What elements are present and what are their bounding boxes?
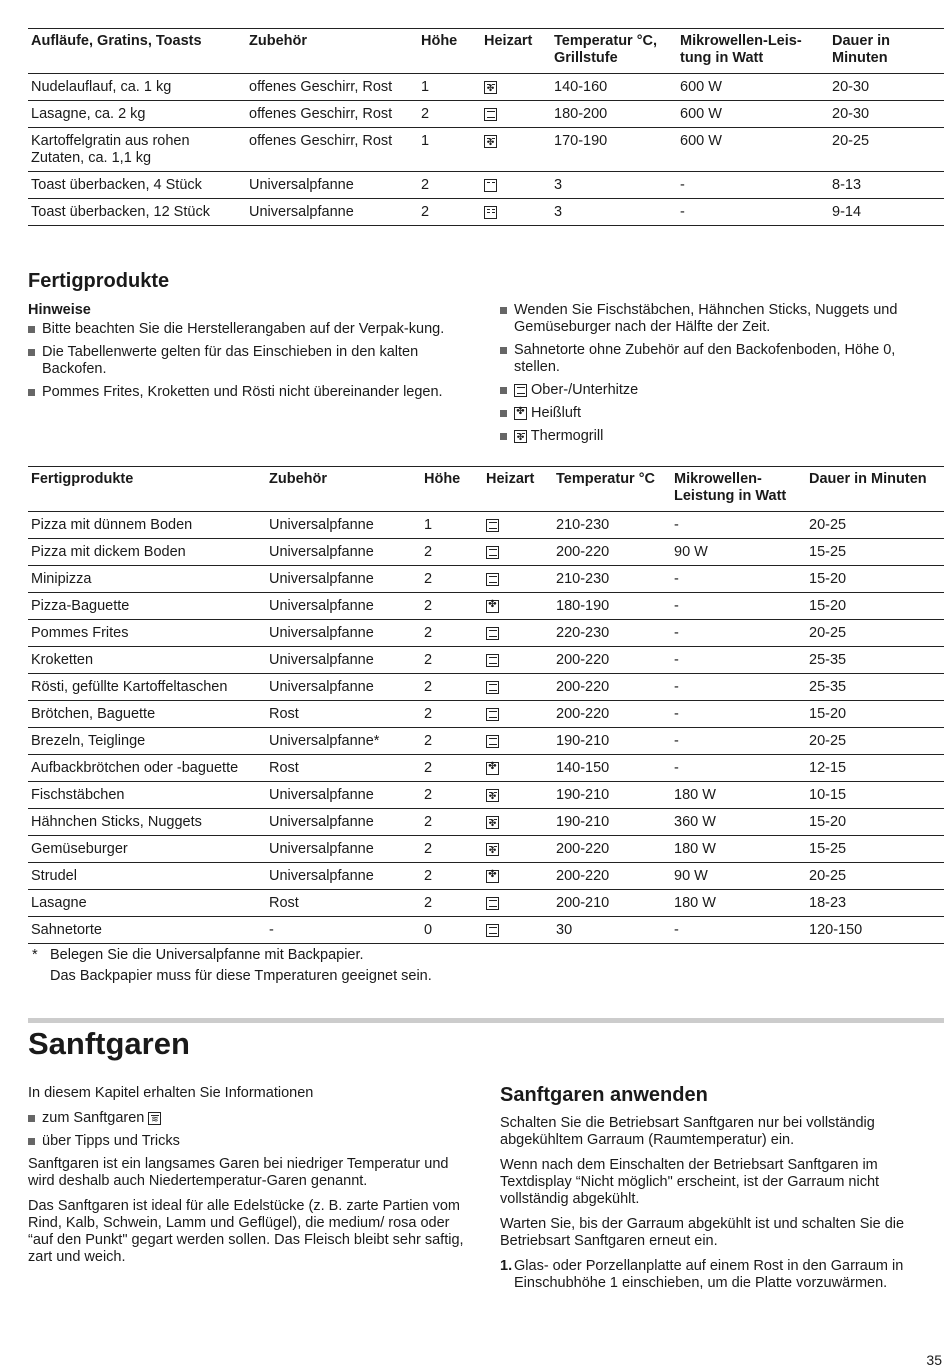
product-name-cell: Toast überbacken, 12 Stück [31,204,210,220]
temperature-cell: 200-210 [556,895,610,911]
microwave-power-cell: - [674,706,679,722]
microwave-power-cell: - [680,204,685,220]
notes-right-list [500,302,944,445]
hinweise-left [28,302,468,407]
paragraph: Sanftgaren ist ein langsames Garen bei niedriger Temperatur und wird deshalb auch Niedertemperatur-Garen genannt. [28,1156,449,1189]
temperature-cell: 180-190 [556,598,610,614]
accessory-cell: Universalpfanne [269,517,374,533]
table-row [28,755,944,782]
product-name-cell: Brezeln, Teiglinge [31,733,146,749]
temperature-cell: 200-220 [556,868,610,884]
footnote-line: Das Backpapier muss für diese Tmperaturen geeignet sein. [50,968,432,984]
thermogrill-icon [486,843,499,856]
product-name-cell: Sahnetorte [31,922,102,938]
legend-item: Ober-/Unterhitze [500,382,944,399]
accessory-cell: Universalpfanne [269,841,374,857]
temperature-cell: 3 [554,204,563,220]
header-cell: Temperatur °C [556,471,655,487]
temperature-cell: 200-220 [556,841,610,857]
header-cell: Temperatur °C, Grillstufe [554,33,658,66]
paragraph: Wenn nach dem Einschalten der Betriebsart Sanftgaren im Textdisplay “Nicht möglich" erscheint, ist der Garraum nicht vollständig abgekühlt. [500,1157,880,1207]
heating-mode-cell [483,620,553,647]
accessory-cell: Universalpfanne [269,787,374,803]
ober-unterhitze-icon [486,519,499,532]
header-cell: Mikrowellen-Leistung in Watt [674,471,787,504]
header-cell: Zubehör [269,471,327,487]
height-cell: 2 [424,733,433,749]
footnote-mark: * [32,947,38,963]
heating-mode-cell [483,890,553,917]
header-cell: Mikrowellen-Leis-tung in Watt [680,33,802,66]
microwave-power-cell: 600 W [680,106,722,122]
heating-mode-cell [483,593,553,620]
table-row [28,728,944,755]
table-row [28,836,944,863]
accessory-cell: Rost [269,706,299,722]
accessory-cell: Universalpfanne [249,177,354,193]
height-cell: 2 [424,895,433,911]
fertigprodukte-heading: Fertigprodukte [28,270,170,292]
height-cell: 2 [424,814,433,830]
microwave-power-cell: 180 W [674,787,716,803]
page-number: 35 [926,1352,942,1368]
list-item: Bitte beachten Sie die Herstellerangaben auf der Verpak-kung. [28,321,468,338]
step-item [500,1258,944,1292]
heissluft-icon [486,600,499,613]
product-name-cell: Strudel [31,868,77,884]
accessory-cell: Universalpfanne [269,571,374,587]
microwave-power-cell: - [674,517,679,533]
header-cell: Zubehör [249,33,307,49]
header-cell: Fertigprodukte [31,471,134,487]
microwave-power-cell: 600 W [680,133,722,149]
table-row [28,782,944,809]
paragraph: Schalten Sie die Betriebsart Sanftgaren nur bei vollständig abgekühltem Garraum (Raumtemperatur) ein. [500,1115,875,1148]
heating-mode-cell [481,128,551,172]
height-cell: 1 [421,79,430,95]
temperature-cell: 140-160 [554,79,608,95]
duration-cell: 12-15 [809,760,847,776]
microwave-power-cell: 180 W [674,895,716,911]
sanftgaren-anwenden-title: Sanftgaren anwenden [500,1084,708,1106]
ober-unterhitze-icon [486,681,499,694]
list-item: über Tipps und Tricks [28,1133,468,1150]
temperature-cell: 220-230 [556,625,610,641]
accessory-cell: Universalpfanne [269,652,374,668]
height-cell: 2 [424,544,433,560]
table-row [28,539,944,566]
microwave-power-cell: - [674,733,679,749]
product-name-cell: Minipizza [31,571,92,587]
accessory-cell: - [269,922,274,938]
duration-cell: 15-20 [809,571,847,587]
duration-cell: 20-25 [809,868,847,884]
microwave-power-cell: - [674,760,679,776]
duration-cell: 20-25 [832,133,870,149]
duration-cell: 15-25 [809,841,847,857]
height-cell: 2 [424,625,433,641]
height-cell: 1 [421,133,430,149]
duration-cell: 15-20 [809,706,847,722]
accessory-cell: Universalpfanne [249,204,354,220]
table-row [28,809,944,836]
paragraph: Das Sanftgaren ist ideal für alle Edelstücke (z. B. zarte Partien vom Rind, Kalb, Schwein, Lamm und Geflügel), die medium/ rosa oder “auf den Punkt" gegart werden sollen. Das Fleisch bleibt sehr saftig, zart und weich. [28,1198,464,1265]
list-item: Sahnetorte ohne Zubehör auf den Backofenboden, Höhe 0, stellen. [500,342,944,376]
product-name-cell: Lasagne, ca. 2 kg [31,106,146,122]
microwave-power-cell: 90 W [674,868,708,884]
height-cell: 1 [424,517,433,533]
header-cell: Aufläufe, Gratins, Toasts [31,33,202,49]
ober-unterhitze-icon [486,654,499,667]
temperature-cell: 190-210 [556,787,610,803]
heating-mode-cell [483,782,553,809]
heating-mode-cell [483,647,553,674]
table-row [28,674,944,701]
microwave-power-cell: 90 W [674,544,708,560]
table-row [28,101,944,128]
height-cell: 2 [424,841,433,857]
hinweise-right [500,302,944,451]
table-row [28,701,944,728]
temperature-cell: 190-210 [556,733,610,749]
heating-mode-cell [483,701,553,728]
height-cell: 0 [424,922,433,938]
microwave-power-cell: - [674,598,679,614]
accessory-cell: Universalpfanne [269,598,374,614]
sanftgaren-bullets [28,1110,468,1150]
thermogrill-icon [486,816,499,829]
thermogrill-icon [484,81,497,94]
duration-cell: 18-23 [809,895,847,911]
temperature-cell: 30 [556,922,573,938]
header-cell: Höhe [421,33,458,49]
ober-unterhitze-icon [486,546,499,559]
heissluft-icon [486,762,499,775]
table-row [28,172,944,199]
ober-unterhitze-icon [486,627,499,640]
header-cell: Höhe [424,471,461,487]
table-header-row [28,29,944,74]
height-cell: 2 [424,571,433,587]
product-name-cell: Rösti, gefüllte Kartoffeltaschen [31,679,228,695]
product-name-cell: Brötchen, Baguette [31,706,156,722]
table-row [28,128,944,172]
heissluft-icon [514,407,527,420]
aufläufe-table [28,28,944,226]
height-cell: 2 [424,787,433,803]
table-row [28,647,944,674]
accessory-cell: Universalpfanne [269,868,374,884]
table-row [28,917,944,944]
heating-mode-cell [483,863,553,890]
product-name-cell: Kartoffelgratin aus rohen Zutaten, ca. 1,1 kg [31,133,190,166]
height-cell: 2 [424,760,433,776]
temperature-cell: 3 [554,177,563,193]
table-row [28,863,944,890]
temperature-cell: 210-230 [556,571,610,587]
heating-mode-cell [481,74,551,101]
height-cell: 2 [424,598,433,614]
heating-mode-cell [483,728,553,755]
height-cell: 2 [424,706,433,722]
accessory-cell: Universalpfanne [269,814,374,830]
temperature-cell: 210-230 [556,517,610,533]
microwave-power-cell: - [674,679,679,695]
heating-mode-cell [481,199,551,226]
header-cell: Dauer in Minuten [809,471,927,487]
microwave-power-cell: 360 W [674,814,716,830]
duration-cell: 15-25 [809,544,847,560]
ober-unterhitze-icon [486,897,499,910]
product-name-cell: Nudelauflauf, ca. 1 kg [31,79,172,95]
thermogrill-icon [484,135,497,148]
height-cell: 2 [421,204,430,220]
temperature-cell: 180-200 [554,106,608,122]
product-name-cell: Toast überbacken, 4 Stück [31,177,202,193]
table-row [28,593,944,620]
product-name-cell: Fischstäbchen [31,787,125,803]
microwave-power-cell: 600 W [680,79,722,95]
accessory-cell: offenes Geschirr, Rost [249,106,393,122]
microwave-power-cell: - [674,571,679,587]
duration-cell: 9-14 [832,204,862,220]
product-name-cell: Aufbackbrötchen oder -baguette [31,760,239,776]
step-number: 1. [500,1258,513,1274]
sanftgaren-title: Sanftgaren [28,1026,190,1061]
list-item: Die Tabellenwerte gelten für das Einschieben in den kalten Backofen. [28,344,468,378]
heating-mode-cell [483,917,553,944]
height-cell: 2 [424,868,433,884]
duration-cell: 20-25 [809,517,847,533]
step-text: Glas- oder Porzellanplatte auf einem Rost in den Garraum in Einschubhöhe 1 einschieben, um die Platte vorzuwärmen. [514,1258,904,1291]
table-row [28,199,944,226]
microwave-power-cell: - [674,652,679,668]
duration-cell: 8-13 [832,177,862,193]
intro-text: In diesem Kapitel erhalten Sie Informationen [28,1085,314,1101]
table-row [28,620,944,647]
product-name-cell: Pizza mit dickem Boden [31,544,186,560]
heissluft-icon [486,870,499,883]
duration-cell: 25-35 [809,652,847,668]
product-name-cell: Kroketten [31,652,94,668]
heating-mode-cell [483,755,553,782]
height-cell: 2 [421,106,430,122]
notes-left-list [28,321,468,401]
duration-cell: 10-15 [809,787,847,803]
table-header-row [28,467,944,512]
ober-unterhitze-icon [486,573,499,586]
table-row [28,512,944,539]
microwave-power-cell: - [674,922,679,938]
grill-small-icon [484,179,497,192]
ober-unterhitze-icon [486,735,499,748]
height-cell: 2 [424,652,433,668]
heating-mode-cell [481,172,551,199]
thermogrill-icon [514,430,527,443]
ober-unterhitze-icon [486,708,499,721]
accessory-cell: offenes Geschirr, Rost [249,133,393,149]
fertigprodukte-table [28,466,944,944]
product-name-cell: Hähnchen Sticks, Nuggets [31,814,202,830]
sanftgaren-right [500,1084,944,1292]
thermogrill-icon [486,789,499,802]
heating-mode-cell [483,512,553,539]
heating-mode-cell [483,674,553,701]
heating-mode-cell [483,539,553,566]
footnote [28,945,944,987]
accessory-cell: Universalpfanne [269,679,374,695]
legend-item: ✤ Heißluft [500,405,944,422]
temperature-cell: 200-220 [556,679,610,695]
heating-mode-cell [481,101,551,128]
product-name-cell: Gemüseburger [31,841,128,857]
table-row [28,890,944,917]
list-item: Wenden Sie Fischstäbchen, Hähnchen Sticks, Nuggets und Gemüseburger nach der Hälfte der Zeit. [500,302,944,336]
grill-large-icon [484,206,497,219]
temperature-cell: 190-210 [556,814,610,830]
ober-unterhitze-icon [486,924,499,937]
duration-cell: 15-20 [809,814,847,830]
microwave-power-cell: - [674,625,679,641]
list-item: Pommes Frites, Kroketten und Rösti nicht übereinander legen. [28,384,468,401]
product-name-cell: Lasagne [31,895,87,911]
header-cell: Heizart [486,471,535,487]
temperature-cell: 140-150 [556,760,610,776]
product-name-cell: Pizza-Baguette [31,598,130,614]
list-item: zum Sanftgaren ≋ [28,1110,468,1127]
accessory-cell: Universalpfanne [269,544,374,560]
temperature-cell: 200-220 [556,652,610,668]
heating-mode-cell [483,809,553,836]
product-name-cell: Pommes Frites [31,625,129,641]
duration-cell: 20-25 [809,733,847,749]
table-row [28,566,944,593]
accessory-cell: Rost [269,895,299,911]
duration-cell: 20-30 [832,106,870,122]
table-row [28,74,944,101]
heating-mode-cell [483,836,553,863]
duration-cell: 120-150 [809,922,863,938]
sanftgaren-icon [148,1112,161,1125]
accessory-cell: Universalpfanne [269,625,374,641]
header-cell: Dauer in Minuten [832,33,891,66]
legend-item: ✤ Thermogrill [500,428,944,445]
duration-cell: 20-25 [809,625,847,641]
microwave-power-cell: 180 W [674,841,716,857]
footnote-line: Belegen Sie die Universalpfanne mit Backpapier. [50,947,364,963]
header-cell: Heizart [484,33,533,49]
duration-cell: 15-20 [809,598,847,614]
temperature-cell: 200-220 [556,544,610,560]
paragraph: Warten Sie, bis der Garraum abgekühlt ist und schalten Sie die Betriebsart Sanftgaren erneut ein. [500,1216,905,1249]
table-aufläufe [28,28,944,226]
height-cell: 2 [421,177,430,193]
ober-unterhitze-icon [484,108,497,121]
accessory-cell: offenes Geschirr, Rost [249,79,393,95]
sanftgaren-left [28,1085,468,1274]
temperature-cell: 170-190 [554,133,608,149]
height-cell: 2 [424,679,433,695]
product-name-cell: Pizza mit dünnem Boden [31,517,193,533]
duration-cell: 20-30 [832,79,870,95]
hinweise-title: Hinweise [28,302,91,318]
accessory-cell: Rost [269,760,299,776]
accessory-cell: Universalpfanne* [269,733,380,749]
duration-cell: 25-35 [809,679,847,695]
ober-unterhitze-icon [514,384,527,397]
temperature-cell: 200-220 [556,706,610,722]
table-fertigprodukte [28,466,944,987]
section-divider [28,1018,944,1023]
microwave-power-cell: - [680,177,685,193]
heating-mode-cell [483,566,553,593]
